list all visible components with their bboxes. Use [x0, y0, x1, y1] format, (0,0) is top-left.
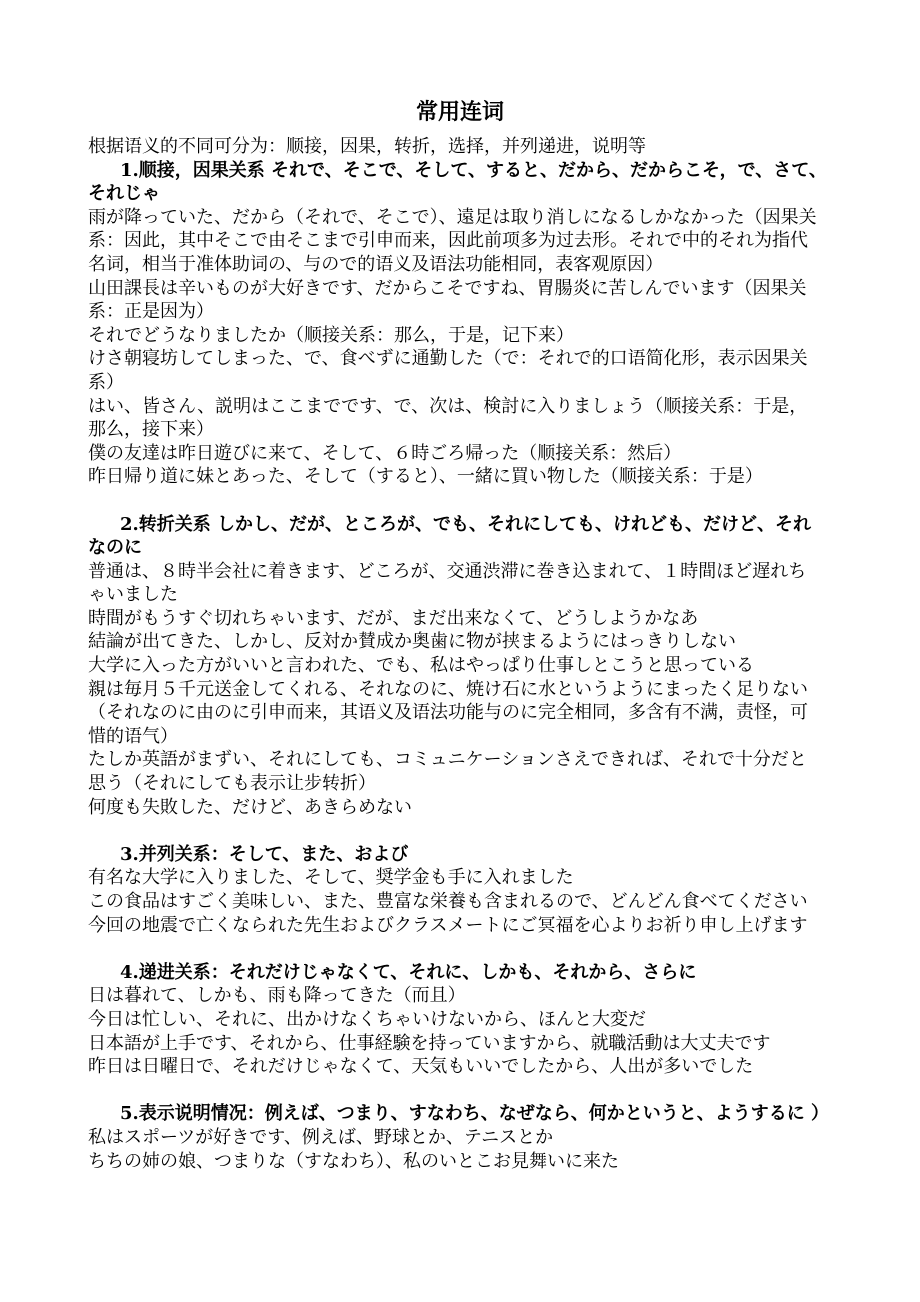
example-line: ちちの姉の娘、つまりな（すなわち）、私のいとこお見舞いに来た: [88, 1150, 619, 1172]
example-line: 私はスポーツが好きです、例えば、野球とか、テニスとか: [88, 1126, 554, 1148]
section-3: [88, 843, 838, 937]
document-title: 常用连词: [415, 99, 504, 125]
example-line: 日は暮れて、しかも、雨も降ってきた（而且）: [88, 985, 466, 1007]
heading-line: なのに: [88, 537, 142, 559]
example-line: 雨が降っていた、だから（それで、そこで）、遠足は取り消しになるしかなかった（因果关: [88, 206, 817, 228]
section-1: [88, 159, 838, 489]
example-line: 結論が出てきた、しかし、反対か賛成か奥歯に物が挟まるようにはっきりしない: [88, 631, 736, 653]
section-heading: [88, 843, 838, 867]
example-line: 那么，接下来）: [88, 419, 214, 441]
document-body: [88, 135, 838, 1173]
section-heading: [88, 961, 838, 985]
heading-line: それじゃ: [88, 183, 160, 205]
heading-line: 2.转折关系 しかし、だが、ところが、でも、それにしても、けれども、だけど、それ: [120, 513, 812, 535]
example-line: 昨日帰り道に妹とあった、そして（すると）、一緒に買い物した（顺接关系：于是）: [88, 466, 763, 488]
section-heading: [88, 513, 838, 560]
section-4: [88, 961, 838, 1079]
example-line: 今回の地震で亡くなられた先生およびクラスメートにご冥福を心よりお祈り申し上げます: [88, 914, 808, 936]
example-line: 普通は、８時半会社に着きます、どころが、交通渋滞に巻き込まれて、１時間ほど遅れち: [88, 560, 807, 582]
heading-line: 5.表示说明情况：例えば、つまり、すなわち、なぜなら、何かというと、ようするに ）: [120, 1103, 830, 1125]
heading-line: 3.并列关系：そして、また、および: [120, 843, 409, 865]
section-heading: [88, 159, 838, 206]
example-line: 親は毎月５千元送金してくれる、それなのに、焼け石に水というようにまったく足りない: [88, 678, 808, 700]
section-5: [88, 1102, 838, 1173]
example-line: 系）: [88, 371, 124, 393]
example-line: はい、皆さん、説明はここまでです、で、次は、検討に入りましょう（顺接关系：于是，: [88, 395, 808, 417]
sections: [88, 159, 838, 1174]
example-line: （それなのに由のに引申而来，其语义及语法功能与のに完全相同，多含有不满，责怪，可: [88, 702, 808, 724]
example-line: けさ朝寝坊してしまった、で、食べずに通勤した（で：それで的口语简化形，表示因果关: [88, 348, 808, 370]
example-line: 系：正是因为）: [88, 301, 214, 323]
example-line: 大学に入った方がいいと言われた、でも、私はやっぱり仕事しとこうと思っている: [88, 655, 754, 677]
example-line: それでどうなりましたか（顺接关系：那么，于是，记下来）: [88, 324, 574, 346]
example-line: 今日は忙しい、それに、出かけなくちゃいけないから、ほんと大変だ: [88, 1008, 646, 1030]
example-line: この食品はすごく美味しい、また、豊富な栄養も含まれるので、どんどん食べてください: [88, 891, 808, 912]
intro-text: 根据语义的不同可分为：顺接，因果，转折，选择，并列递进，说明等: [88, 136, 646, 157]
section-2: [88, 513, 838, 820]
example-line: ゃいました: [88, 584, 178, 606]
example-line: 名词，相当于准体助词の、与ので的语义及语法功能相同，表客观原因）: [88, 253, 664, 275]
section-heading: [88, 1102, 838, 1126]
heading-line: 4.递进关系：それだけじゃなくて、それに、しかも、それから、さらに: [120, 961, 697, 983]
example-line: 有名な大学に入りました、そして、奨学金も手に入れました: [88, 867, 574, 889]
example-line: 山田課長は辛いものが大好きです、だからこそですね、胃腸炎に苦しんでいます（因果关: [88, 277, 807, 299]
example-line: 系：因此，其中そこで由そこまで引申而来，因此前项多为过去形。それで中的それ为指代: [88, 230, 808, 252]
example-line: 日本語が上手です、それから、仕事経験を持っていますから、就職活動は大丈夫です: [88, 1032, 771, 1054]
example-line: 惜的语气）: [88, 725, 178, 747]
heading-line: 1.顺接，因果关系 それで、そこで、そして、すると、だから、だからこそ，で、さて、: [120, 159, 827, 181]
example-line: たしか英語がまずい、それにしても、コミュニケーションさえできれば、それで十分だと: [88, 749, 807, 771]
example-line: 時間がもうすぐ切れちゃいます、だが、まだ出来なくて、どうしようかなあ: [88, 607, 699, 629]
example-line: 僕の友達は昨日遊びに来て、そして、６時ごろ帰った（顺接关系：然后）: [88, 442, 682, 464]
example-line: 昨日は日曜日で、それだけじゃなくて、天気もいいでしたから、人出が多いでした: [88, 1056, 754, 1078]
example-line: 何度も失敗した、だけど、あきらめない: [88, 796, 412, 818]
example-line: 思う（それにしても表示让步转折）: [88, 773, 376, 795]
